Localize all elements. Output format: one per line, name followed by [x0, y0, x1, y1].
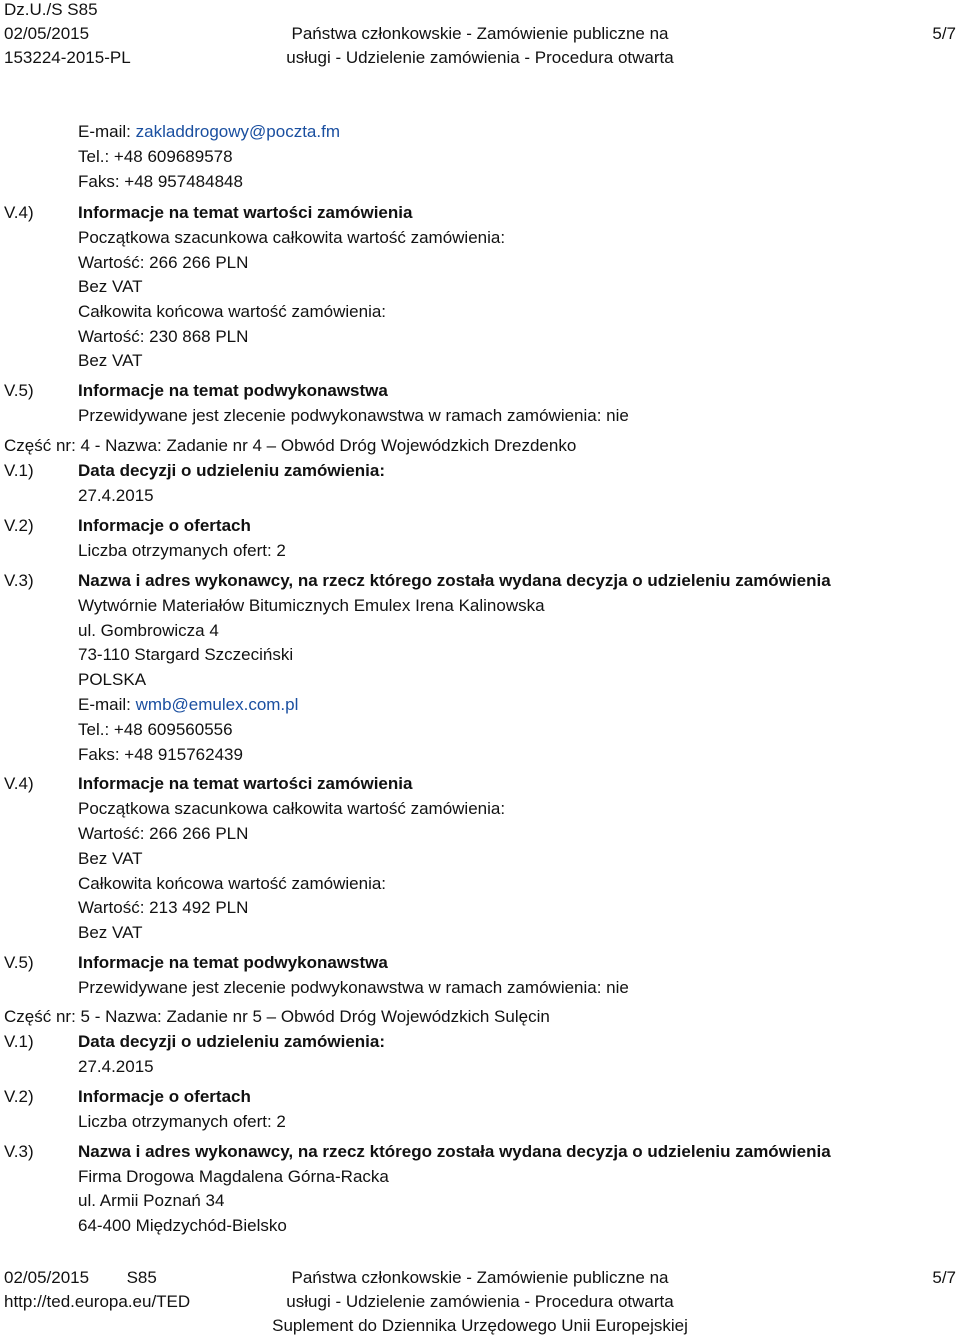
offers-count: Liczba otrzymanych ofert: 2 [78, 541, 286, 560]
section-number: V.1) [4, 461, 34, 480]
contractor-city: 64-400 Międzychód-Bielsko [78, 1216, 287, 1235]
section-title: Data decyzji o udzieleniu zamówienia: [78, 461, 386, 480]
header-title-line2: usługi - Udzielenie zamówienia - Procedura otwarta [286, 48, 674, 67]
final-value-label: Całkowita końcowa wartość zamówienia: [78, 302, 387, 321]
initial-value-label: Początkowa szacunkowa całkowita wartość zamówienia: [78, 228, 506, 247]
phone-line: Tel.: +48 609689578 [78, 147, 233, 166]
initial-value: Wartość: 266 266 PLN [78, 253, 249, 272]
section-number: V.5) [4, 953, 34, 972]
section-title: Nazwa i adres wykonawcy, na rzecz którego została wydana decyzja o udzieleniu zamówienia [78, 1142, 831, 1161]
section-number: V.4) [4, 774, 34, 793]
notice-number: 153224-2015-PL [4, 48, 131, 67]
footer-title-line2: usługi - Udzielenie zamówienia - Procedura otwarta [286, 1292, 674, 1311]
email-link[interactable]: zakladdrogowy@poczta.fm [135, 122, 340, 141]
section-number: V.4) [4, 203, 34, 222]
header-title-line1: Państwa członkowskie - Zamówienie publiczne na [291, 24, 669, 43]
section-title: Data decyzji o udzieleniu zamówienia: [78, 1032, 386, 1051]
footer-title-line1: Państwa członkowskie - Zamówienie publiczne na [291, 1268, 669, 1287]
footer-date: 02/05/2015 [4, 1268, 90, 1287]
final-value: Wartość: 230 868 PLN [78, 327, 249, 346]
contractor-name: Firma Drogowa Magdalena Górna-Racka [78, 1167, 389, 1186]
section-title: Informacje na temat wartości zamówienia [78, 774, 413, 793]
email-line [78, 122, 340, 142]
contractor-city: 73-110 Stargard Szczeciński [78, 645, 294, 664]
journal-reference: Dz.U./S S85 [4, 0, 98, 19]
part-heading: Część nr: 4 - Nazwa: Zadanie nr 4 – Obwód Dróg Wojewódzkich Drezdenko [4, 436, 577, 455]
subcontracting-text: Przewidywane jest zlecenie podwykonawstwa w ramach zamówienia: nie [78, 406, 629, 425]
footer-series: S85 [126, 1268, 157, 1287]
vat-note: Bez VAT [78, 923, 143, 942]
initial-value-label: Początkowa szacunkowa całkowita wartość zamówienia: [78, 799, 506, 818]
section-number: V.3) [4, 1142, 34, 1161]
initial-value: Wartość: 266 266 PLN [78, 824, 249, 843]
decision-date: 27.4.2015 [78, 486, 154, 505]
contractor-street: ul. Gombrowicza 4 [78, 621, 219, 640]
part-heading: Część nr: 5 - Nazwa: Zadanie nr 5 – Obwód Dróg Wojewódzkich Sulęcin [4, 1007, 550, 1026]
section-title: Nazwa i adres wykonawcy, na rzecz którego została wydana decyzja o udzieleniu zamówienia [78, 571, 831, 590]
section-number: V.2) [4, 1087, 34, 1106]
section-title: Informacje o ofertach [78, 516, 251, 535]
section-number: V.2) [4, 516, 34, 535]
section-title: Informacje o ofertach [78, 1087, 251, 1106]
header-page-number: 5/7 [932, 24, 956, 43]
subcontracting-text: Przewidywane jest zlecenie podwykonawstwa w ramach zamówienia: nie [78, 978, 629, 997]
contractor-name: Wytwórnie Materiałów Bitumicznych Emulex Irena Kalinowska [78, 596, 545, 615]
email-label: E-mail: [78, 122, 131, 141]
email-label: E-mail: [78, 695, 131, 714]
phone-line: Tel.: +48 609560556 [78, 720, 233, 739]
decision-date: 27.4.2015 [78, 1057, 154, 1076]
section-title: Informacje na temat podwykonawstwa [78, 381, 388, 400]
contractor-country: POLSKA [78, 670, 147, 689]
page-footer [4, 1264, 956, 1334]
email-link[interactable]: wmb@emulex.com.pl [135, 695, 299, 714]
email-line [78, 695, 298, 715]
page-header [4, 0, 956, 75]
section-number: V.5) [4, 381, 34, 400]
footer-url[interactable]: http://ted.europa.eu/TED [4, 1292, 191, 1311]
vat-note: Bez VAT [78, 351, 143, 370]
section-title: Informacje na temat podwykonawstwa [78, 953, 388, 972]
footer-page-number: 5/7 [932, 1268, 956, 1287]
section-number: V.1) [4, 1032, 34, 1051]
final-value-label: Całkowita końcowa wartość zamówienia: [78, 874, 387, 893]
fax-line: Faks: +48 915762439 [78, 745, 243, 764]
vat-note: Bez VAT [78, 277, 143, 296]
header-date: 02/05/2015 [4, 24, 90, 43]
footer-supplement: Suplement do Dziennika Urzędowego Unii Europejskiej [272, 1316, 688, 1335]
fax-line: Faks: +48 957484848 [78, 172, 243, 191]
contractor-street: ul. Armii Poznań 34 [78, 1191, 225, 1210]
section-number: V.3) [4, 571, 34, 590]
vat-note: Bez VAT [78, 849, 143, 868]
offers-count: Liczba otrzymanych ofert: 2 [78, 1112, 286, 1131]
section-title: Informacje na temat wartości zamówienia [78, 203, 413, 222]
final-value: Wartość: 213 492 PLN [78, 898, 249, 917]
